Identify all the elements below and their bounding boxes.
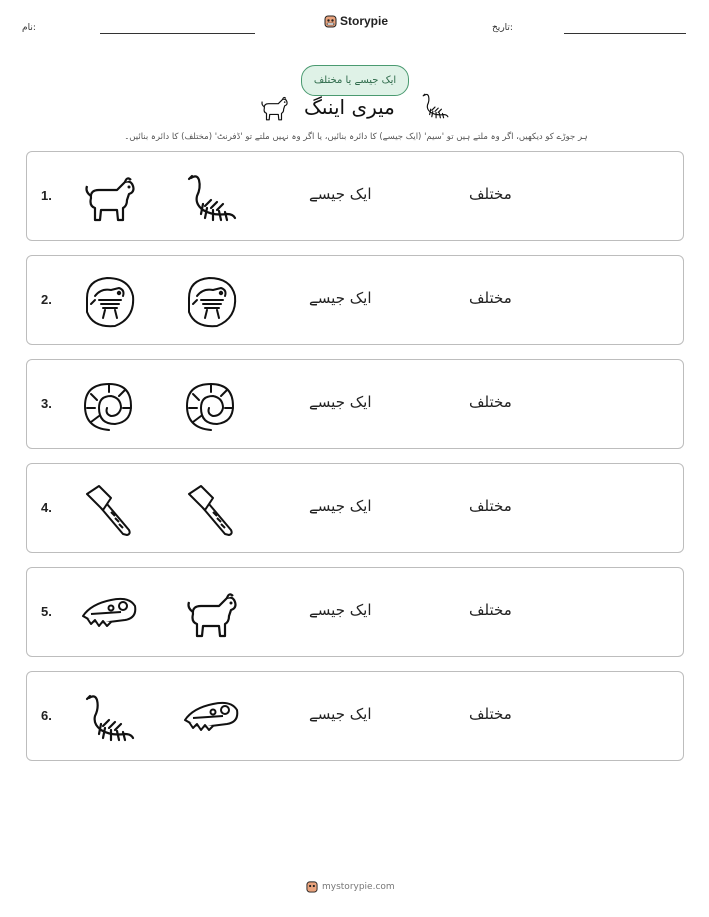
date-label: تاریخ: [492,23,513,33]
fossil-icon [183,274,239,330]
question-row-1 [26,151,684,241]
topic-badge [301,65,409,96]
date-line[interactable] [564,33,686,34]
question-number: 5. [41,604,52,619]
different-option[interactable]: مختلف [469,601,512,619]
question-row-4 [26,463,684,553]
question-number: 2. [41,292,52,307]
same-option[interactable]: ایک جیسے [309,601,372,619]
same-option[interactable]: ایک جیسے [309,185,372,203]
question-number: 4. [41,500,52,515]
hammer-icon [81,482,137,538]
fossil-icon [81,274,137,330]
instructions: ہر جوڑے کو دیکھیں، اگر وہ ملتے ہیں تو 'سیم' (ایک جیسے) کا دائرہ بنائیں، یا اگر وہ نہیں ملتے تو 'ڈفرنٹ' (مختلف) کا دائرہ بنائیں۔ [124,132,588,142]
question-number: 3. [41,396,52,411]
brand-logo [324,14,388,28]
different-option[interactable]: مختلف [469,393,512,411]
same-option[interactable]: ایک جیسے [309,289,372,307]
different-option[interactable]: مختلف [469,705,512,723]
dinosaur-skeleton-icon [183,170,239,226]
same-option[interactable]: ایک جیسے [309,393,372,411]
name-label: نام: [22,23,36,33]
dog-icon [259,93,289,123]
hammer-icon [183,482,239,538]
dinosaur-skeleton-icon [420,91,450,121]
dog-icon [81,170,137,226]
footer [306,880,395,893]
footer-url[interactable]: mystorypie.com [322,881,395,892]
dog-icon [183,586,239,642]
different-option[interactable]: مختلف [469,185,512,203]
question-row-3 [26,359,684,449]
different-option[interactable]: مختلف [469,289,512,307]
different-option[interactable]: مختلف [469,497,512,515]
dinosaur-skeleton-icon [81,690,137,746]
brand-name: Storypie [340,14,389,28]
name-line[interactable] [100,33,255,34]
page-title: میری اینںگ [304,95,395,119]
same-option[interactable]: ایک جیسے [309,497,372,515]
dinosaur-skull-icon [183,690,239,746]
ammonite-icon [183,378,239,434]
question-number: 6. [41,708,52,723]
question-row-2 [26,255,684,345]
question-row-6 [26,671,684,761]
topic-badge-text: ایک جیسے یا مختلف [313,75,397,86]
same-option[interactable]: ایک جیسے [309,705,372,723]
question-number: 1. [41,188,52,203]
question-row-5 [26,567,684,657]
storypie-mascot-icon [324,14,337,28]
dinosaur-skull-icon [81,586,137,642]
ammonite-icon [81,378,137,434]
storypie-mascot-icon [306,880,318,893]
